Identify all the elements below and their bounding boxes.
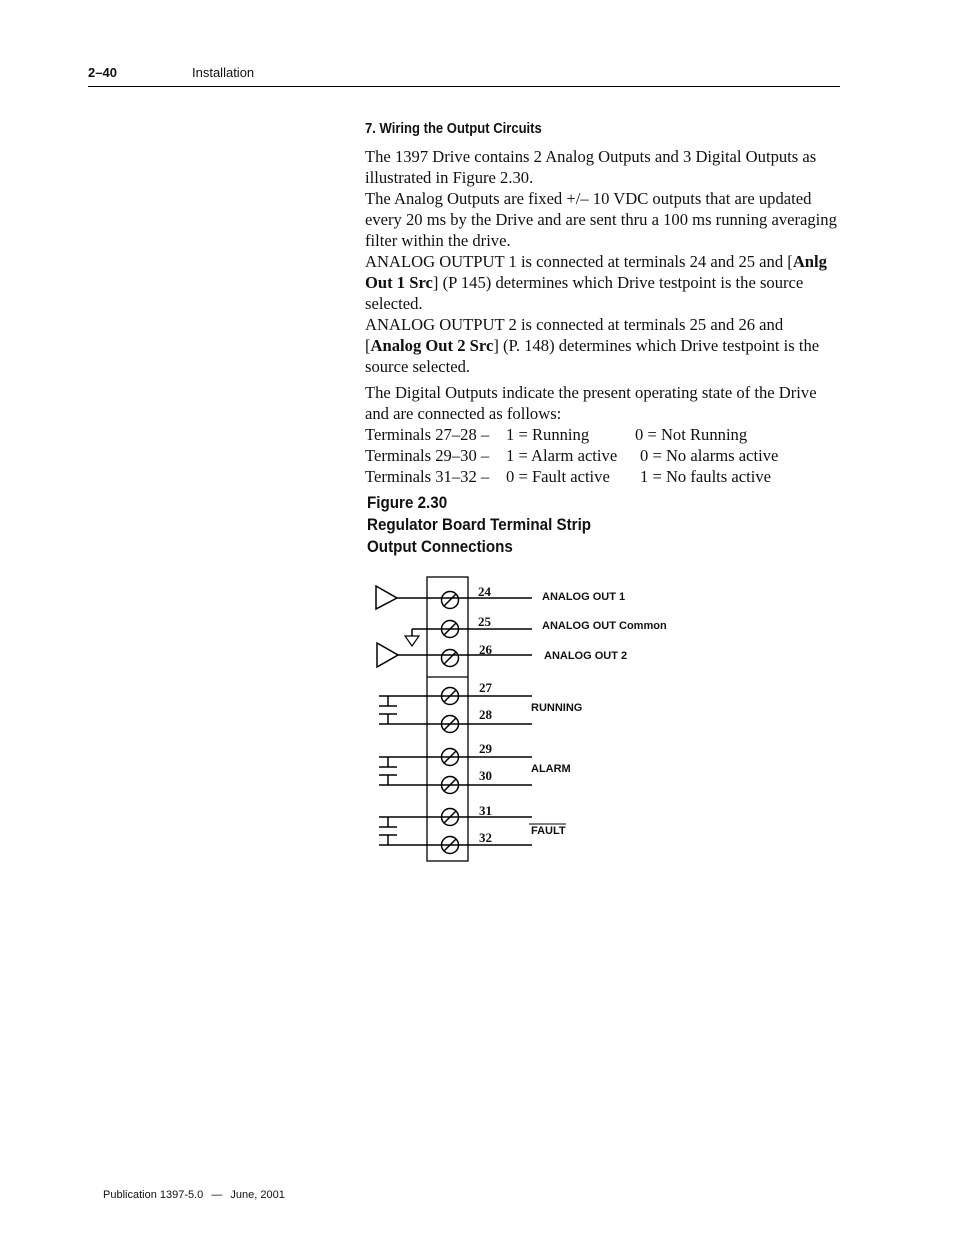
relay-contact: [379, 696, 532, 724]
terminal-range: Terminals 31–32 –: [365, 467, 490, 486]
parameter-name: Analog Out 2 Src: [370, 336, 494, 355]
terminal-block: [427, 577, 468, 861]
footer-separator: —: [211, 1189, 223, 1201]
publication-date: June, 2001: [230, 1189, 285, 1201]
terminal-range: Terminals 29–30 –: [365, 446, 490, 465]
amplifier-symbol: [376, 586, 397, 609]
terminal-range: Terminals 27–28 –: [365, 425, 490, 444]
terminal-screw: [442, 592, 459, 609]
terminal-on-state: 0 = Fault active: [506, 467, 610, 486]
ground-symbol: [405, 636, 419, 646]
figure-title: Regulator Board Terminal Strip: [367, 516, 592, 534]
amplifier-symbol: [377, 643, 398, 667]
label-fault: FAULT: [531, 825, 566, 837]
label-analog-out-1: ANALOG OUT 1: [542, 591, 626, 603]
terminal-number: 24: [478, 584, 491, 599]
terminal-on-state: 1 = Alarm active: [506, 446, 618, 465]
terminal-number: 29: [479, 741, 492, 756]
terminal-number: 26: [479, 642, 492, 657]
terminal-number: 25: [478, 614, 491, 629]
terminal-off-state: 0 = Not Running: [635, 425, 748, 444]
terminal-number: 30: [479, 768, 492, 783]
terminal-number: 27: [479, 680, 492, 695]
paragraph-text: ] (P. 148) determines which Drive testpoint is the source selected.: [365, 336, 820, 376]
paragraph-digital-outputs: The Digital Outputs indicate the present operating state of the Drive and are connected as follows:: [365, 383, 817, 423]
label-analog-out-2: ANALOG OUT 2: [544, 650, 628, 662]
label-alarm: ALARM: [531, 763, 571, 775]
paragraph-text: ANALOG OUTPUT 2 is connected at terminals 25 and 26 and [: [365, 315, 784, 355]
publication-number: Publication 1397-5.0: [103, 1189, 204, 1201]
parameter-name: Anlg Out 1 Src: [365, 252, 827, 292]
terminal-off-state: 0 = No alarms active: [640, 446, 779, 465]
terminal-number: 28: [479, 707, 492, 722]
label-analog-out-common: ANALOG OUT Common: [542, 620, 667, 632]
terminal-number: 31: [479, 803, 492, 818]
terminal-number: 32: [479, 830, 492, 845]
paragraph-text: ] (P 145) determines which Drive testpoint is the source selected.: [365, 273, 804, 313]
label-running: RUNNING: [531, 702, 583, 714]
paragraph-text: ANALOG OUTPUT 1 is connected at terminals 24 and 25 and [: [365, 252, 793, 271]
page-number: 2–40: [88, 65, 117, 80]
figure-subtitle: Output Connections: [367, 538, 513, 556]
section-heading: 7. Wiring the Output Circuits: [365, 121, 542, 137]
footer: [103, 1189, 285, 1201]
relay-contact: [379, 757, 532, 785]
paragraph-analog-outputs: The Analog Outputs are fixed +/– 10 VDC outputs that are updated every 20 ms by the Drive and are sent thru a 100 ms running averaging filter within the drive.: [365, 189, 837, 250]
terminal-on-state: 1 = Running: [506, 425, 590, 444]
terminal-screw: [442, 650, 459, 667]
section-title: Installation: [192, 65, 255, 80]
terminal-off-state: 1 = No faults active: [640, 467, 772, 486]
paragraph-intro: The 1397 Drive contains 2 Analog Outputs and 3 Digital Outputs as illustrated in Figure 2.30.: [365, 147, 817, 187]
relay-contact: [379, 817, 532, 845]
figure-number: Figure 2.30: [367, 494, 448, 512]
